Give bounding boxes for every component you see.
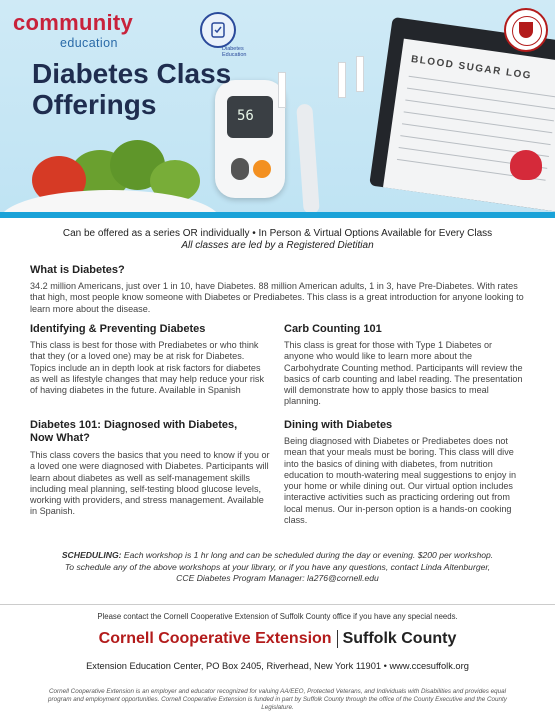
test-strip-icon bbox=[338, 62, 346, 98]
county-name: Suffolk County bbox=[342, 630, 457, 647]
logo-main-text: community bbox=[13, 10, 134, 35]
page-title: Diabetes Class Offerings bbox=[32, 58, 232, 120]
section-title-identifying: Identifying & Preventing Diabetes bbox=[30, 323, 206, 335]
tagline-main: Can be offered as a series OR individually • In Person & Virtual Options Available for Every Class bbox=[62, 228, 493, 239]
special-needs-note: Please contact the Cornell Cooperative Extension of Suffolk County office if you have any special needs. bbox=[97, 612, 458, 621]
cce-logo bbox=[0, 629, 555, 649]
scheduling-label: SCHEDULING: bbox=[61, 550, 122, 560]
address-line: Extension Education Center, PO Box 2405, Riverhead, New York 11901 • www.ccesuffolk.org bbox=[86, 661, 469, 671]
section-text-dining: Being diagnosed with Diabetes or Prediabetes does not mean that your meals must be boring. This class will dive into the basics of dining with diabetes, from nutrition education to mouth-watering meal suggestions to enjoy in your home or while dining out. Our virtual option includes interactive activities such as practicing ordering out from local menus. Our in-person option is a hands-on cooking class. bbox=[284, 436, 517, 526]
test-strip-icon bbox=[278, 72, 286, 108]
meter-reading: 56 bbox=[237, 108, 254, 124]
meter-power-icon bbox=[253, 160, 271, 178]
test-strip-icon bbox=[356, 56, 364, 92]
badge-caption: Diabetes Education bbox=[222, 46, 247, 58]
section-text-diabetes-101: This class covers the basics that you need to know if you or a loved one were diagnosed with Diabetes. Participants will learn about diabetes as well as self-management skills including meal planning, self-testing blood glucose levels, working with providers, and stress management. Available in Spanish. bbox=[30, 450, 270, 517]
scheduling-note bbox=[60, 550, 495, 585]
section-text-carb-counting: This class is great for those with Type 1 Diabetes or anyone who would like to learn more about the Carbohydrate Counting method. Participants will review the basics of carb counting and label reading. The presentation will demonstrate how to apply those basics to meal planning. bbox=[284, 340, 523, 407]
scheduling-text: Each workshop is 1 hr long and can be scheduled during the day or evening. $200 per workshop. To schedule any of the above workshops at your library, or if you have any questions, contact Linda Altenburger, CCE Diabetes Program Manager: la276@cornell.edu bbox=[64, 550, 494, 583]
section-text-what-is-diabetes: 34.2 million Americans, just over 1 in 10, have Diabetes. 88 million American adults, 1 in 3, have Pre-Diabetes. With rates that high, most people know someone with Diabetes or Prediabetes. This class is a great introduction for anyone looking to learn more about the disease. bbox=[30, 281, 524, 314]
heart-icon bbox=[510, 150, 542, 180]
section-title-what-is-diabetes: What is Diabetes? bbox=[30, 264, 125, 276]
legal-disclaimer: Cornell Cooperative Extension is an employer and educator recognized for valuing AA/EEO, Protected Veterans, and Individuals with Disabilities and provides equal program and employment opportunities. Cornell Cooperative Extension is funded in part by Suffolk County through the office of the County Executive and the County Legislature. bbox=[48, 688, 507, 711]
blood-sugar-log-sheet bbox=[383, 39, 555, 214]
tagline-sub: All classes are led by a Registered Dietitian bbox=[181, 240, 374, 251]
cornell-seal-icon bbox=[504, 8, 548, 52]
diabetes-education-badge-icon bbox=[200, 12, 236, 48]
community-education-logo bbox=[13, 12, 133, 34]
logo-separator bbox=[337, 630, 338, 648]
lancet-pen-illustration bbox=[296, 104, 320, 215]
hero-banner bbox=[0, 0, 555, 218]
tagline bbox=[0, 228, 555, 252]
hero-divider bbox=[0, 212, 555, 218]
section-title-dining: Dining with Diabetes bbox=[284, 419, 393, 431]
cce-name: Cornell Cooperative Extension bbox=[98, 630, 332, 647]
section-title-diabetes-101: Diabetes 101: Diagnosed with Diabetes, Now What? bbox=[30, 419, 238, 444]
footer-divider bbox=[0, 604, 555, 605]
logo-sub-text: education bbox=[60, 36, 118, 50]
section-title-carb-counting: Carb Counting 101 bbox=[284, 323, 382, 335]
clipboard-heading: BLOOD SUGAR LOG bbox=[410, 53, 533, 82]
meter-button-icon bbox=[231, 158, 249, 180]
section-text-identifying: This class is best for those with Prediabetes or who think that they (or a loved one) may be at risk for Diabetes. Topics include an in depth look at risk factors for diabetes as well as lifestyle changes that may help reduce your risk of having diabetes in the future. Available in Spanish bbox=[30, 340, 265, 396]
